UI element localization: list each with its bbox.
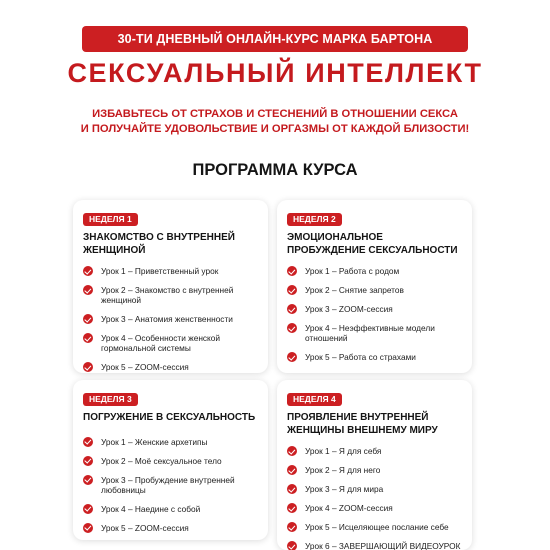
check-circle-icon [287, 304, 297, 314]
lesson-label: Урок 1 – Женские архетипы [101, 436, 208, 447]
list-item [83, 314, 258, 324]
week-card-2 [277, 200, 472, 373]
check-circle-icon [287, 541, 297, 550]
list-item [287, 266, 462, 276]
list-item [287, 446, 462, 456]
subtitle-line-1: ИЗБАВЬТЕСЬ ОТ СТРАХОВ И СТЕСНЕНИЙ В ОТНОШЕНИИ СЕКСА [92, 108, 458, 120]
list-item [83, 362, 258, 372]
list-item [83, 266, 258, 276]
check-circle-icon [83, 362, 93, 372]
list-item [287, 503, 462, 513]
week-badge: НЕДЕЛЯ 1 [83, 213, 138, 226]
lesson-list [83, 437, 258, 533]
lesson-label: Урок 1 – Работа с родом [305, 266, 400, 276]
check-circle-icon [83, 475, 93, 485]
check-circle-icon [83, 314, 93, 324]
week-badge: НЕДЕЛЯ 2 [287, 213, 342, 226]
week-card-1 [73, 200, 268, 373]
check-circle-icon [287, 522, 297, 532]
week-title: ЗНАКОМСТВО С ВНУТРЕННЕЙ ЖЕНЩИНОЙ [83, 232, 235, 256]
list-item [287, 484, 462, 494]
week-badge: НЕДЕЛЯ 3 [83, 393, 138, 406]
lesson-label: Урок 5 – ZOOM-сессия [101, 522, 189, 533]
program-title: ПРОГРАММА КУРСА [192, 161, 358, 179]
check-circle-icon [83, 456, 93, 466]
list-item [83, 333, 258, 353]
check-circle-icon [287, 323, 297, 333]
list-item [83, 285, 258, 305]
list-item [287, 323, 462, 343]
lesson-label: Урок 3 – Анатомия женственности [101, 314, 233, 324]
week-card-3 [73, 380, 268, 540]
lesson-label: Урок 2 – Я для него [305, 465, 381, 475]
list-item [83, 475, 258, 495]
list-item [287, 352, 462, 362]
check-circle-icon [287, 352, 297, 362]
check-circle-icon [287, 446, 297, 456]
lesson-label: Урок 4 – Неэффективные модели отношений [305, 323, 435, 343]
list-item [83, 523, 258, 533]
check-circle-icon [83, 437, 93, 447]
check-circle-icon [287, 465, 297, 475]
check-circle-icon [287, 266, 297, 276]
week-title: ПОГРУЖЕНИЕ В СЕКСУАЛЬНОСТЬ [83, 412, 256, 423]
list-item [287, 304, 462, 314]
week-badge: НЕДЕЛЯ 4 [287, 393, 342, 406]
check-circle-icon [83, 266, 93, 276]
list-item [287, 285, 462, 295]
lesson-label: Урок 4 – Особенности женской гормональной системы [101, 333, 221, 353]
check-circle-icon [287, 503, 297, 513]
lesson-label: Урок 2 – Знакомство с внутренней женщиной [101, 285, 234, 305]
lesson-list [83, 266, 258, 372]
course-banner: 30-ТИ ДНЕВНЫЙ ОНЛАЙН-КУРС МАРКА БАРТОНА [82, 26, 468, 52]
lesson-label: Урок 4 – ZOOM-сессия [305, 503, 393, 513]
week-card-4 [277, 380, 472, 550]
subtitle-line-2: И ПОЛУЧАЙТЕ УДОВОЛЬСТВИЕ И ОРГАЗМЫ ОТ КАЖДОЙ БЛИЗОСТИ! [80, 123, 470, 135]
lesson-label: Урок 5 – Исцеляющее послание себе [305, 522, 449, 532]
lesson-label: Урок 1 – Я для себя [305, 446, 382, 456]
course-title: СЕКСУАЛЬНЫЙ ИНТЕЛЛЕКТ [67, 58, 483, 88]
lesson-label: Урок 6 – ЗАВЕРШАЮЩИЙ ВИДЕОУРОК [305, 541, 461, 550]
lesson-label: Урок 3 – Я для мира [305, 484, 384, 494]
lesson-label: Урок 2 – Снятие запретов [305, 285, 404, 295]
list-item [287, 541, 462, 550]
lesson-label: Урок 3 – Пробуждение внутренней любовницы [101, 474, 235, 495]
lesson-label: Урок 3 – ZOOM-сессия [305, 304, 393, 314]
check-circle-icon [287, 484, 297, 494]
list-item [287, 465, 462, 475]
lesson-list [287, 266, 462, 362]
list-item [83, 437, 258, 447]
lesson-list [287, 446, 462, 550]
check-circle-icon [83, 504, 93, 514]
course-subtitle [0, 107, 550, 137]
check-circle-icon [287, 285, 297, 295]
check-circle-icon [83, 285, 93, 295]
check-circle-icon [83, 523, 93, 533]
lesson-label: Урок 1 – Приветственный урок [101, 266, 219, 276]
lesson-label: Урок 4 – Наедине с собой [101, 503, 201, 514]
week-title: ЭМОЦИОНАЛЬНОЕ ПРОБУЖДЕНИЕ СЕКСУАЛЬНОСТИ [287, 232, 458, 256]
lesson-label: Урок 2 – Моё сексуальное тело [101, 455, 222, 466]
week-title: ПРОЯВЛЕНИЕ ВНУТРЕННЕЙ ЖЕНЩИНЫ ВНЕШНЕМУ МИРУ [287, 412, 438, 436]
lesson-label: Урок 5 – Работа со страхами [305, 352, 416, 362]
check-circle-icon [83, 333, 93, 343]
lesson-label: Урок 5 – ZOOM-сессия [101, 362, 189, 372]
list-item [83, 504, 258, 514]
list-item [83, 456, 258, 466]
list-item [287, 522, 462, 532]
